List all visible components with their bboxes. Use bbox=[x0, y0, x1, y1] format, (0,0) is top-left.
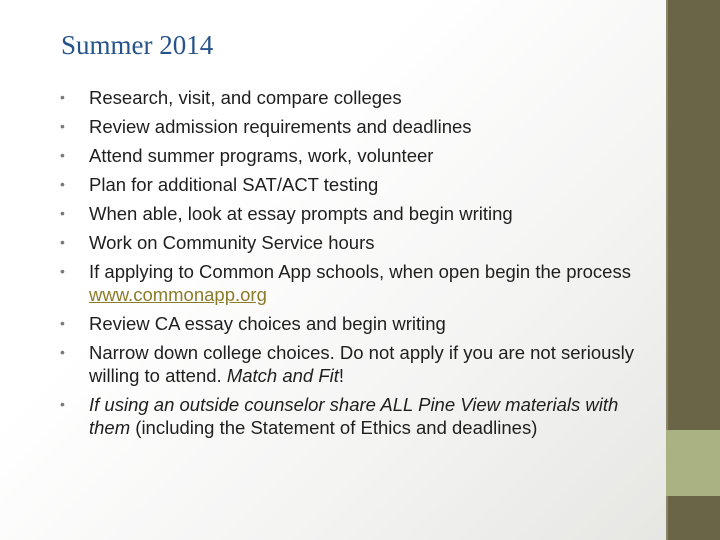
commonapp-link[interactable]: www.commonapp.org bbox=[89, 284, 267, 305]
list-item bbox=[60, 173, 660, 196]
list-item-text: If applying to Common App schools, when open begin the process bbox=[89, 261, 631, 282]
bullet-icon: • bbox=[60, 234, 65, 250]
bullet-icon: • bbox=[60, 147, 65, 163]
list-item-text: When able, look at essay prompts and begin writing bbox=[89, 203, 513, 224]
list-item bbox=[60, 260, 660, 306]
bullet-icon: • bbox=[60, 205, 65, 221]
bullet-list bbox=[60, 86, 660, 445]
list-item-emphasis: Match and Fit bbox=[226, 365, 339, 386]
bullet-icon: • bbox=[60, 263, 65, 279]
list-item bbox=[60, 86, 660, 109]
sidebar-accent-stripe bbox=[666, 430, 720, 496]
list-item bbox=[60, 144, 660, 167]
list-item-text: Narrow down college choices. Do not apply if you are not seriously willing to attend. bbox=[89, 342, 635, 386]
list-item-text: Work on Community Service hours bbox=[89, 232, 375, 253]
list-item-emphasis: If using an outside counselor share ALL Pine View materials with them bbox=[89, 394, 619, 438]
bullet-icon: • bbox=[60, 89, 65, 105]
list-item-text: Attend summer programs, work, volunteer bbox=[89, 145, 434, 166]
bullet-icon: • bbox=[60, 344, 65, 360]
list-item bbox=[60, 312, 660, 335]
list-item bbox=[60, 115, 660, 138]
bullet-icon: • bbox=[60, 315, 65, 331]
list-item-text: Review CA essay choices and begin writing bbox=[89, 313, 446, 334]
list-item bbox=[60, 393, 660, 439]
list-item bbox=[60, 202, 660, 225]
right-sidebar-bar bbox=[666, 0, 720, 540]
list-item-text-end: ! bbox=[338, 365, 345, 386]
list-item-text: Review admission requirements and deadlines bbox=[89, 116, 472, 137]
bullet-icon: • bbox=[60, 118, 65, 134]
bullet-icon: • bbox=[60, 176, 65, 192]
list-item-text: Research, visit, and compare colleges bbox=[89, 87, 402, 108]
list-item-text-end: (including the Statement of Ethics and deadlines) bbox=[130, 417, 538, 438]
list-item bbox=[60, 231, 660, 254]
bullet-icon: • bbox=[60, 396, 65, 412]
list-item-text: Plan for additional SAT/ACT testing bbox=[89, 174, 379, 195]
slide-title: Summer 2014 bbox=[61, 30, 214, 60]
list-item bbox=[60, 341, 660, 387]
